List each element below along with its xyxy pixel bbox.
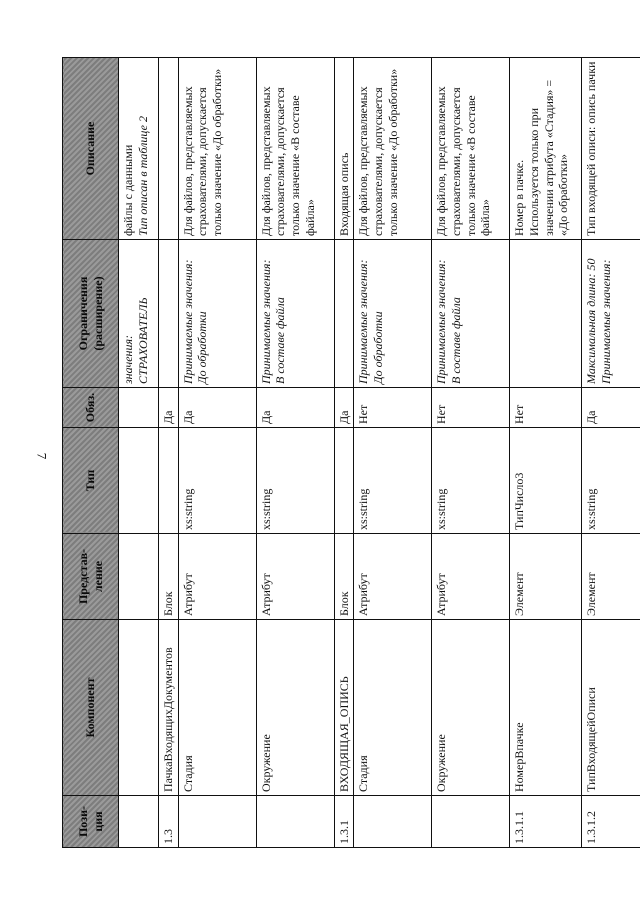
- limits-line: В составе файла: [448, 297, 463, 384]
- limits-line: До обработки: [195, 311, 210, 384]
- cell-position: [178, 796, 256, 848]
- col-header-limits: Ограничения (расширение): [63, 240, 119, 388]
- cell-description: [432, 58, 510, 240]
- table-row: [432, 58, 510, 848]
- cell-representation: Атрибут: [432, 534, 510, 620]
- cell-component: Стадия: [354, 620, 432, 796]
- cell-description: [582, 58, 640, 240]
- cell-description: [354, 58, 432, 240]
- description-line: Тип описан в таблице 2: [135, 116, 150, 236]
- cell-description: [159, 58, 179, 240]
- cell-position: [354, 796, 432, 848]
- cell-description: [334, 58, 354, 240]
- cell-component: ВХОДЯЩАЯ_ОПИСЬ: [334, 620, 354, 796]
- limits-line: Принимаемые значения:: [258, 259, 273, 384]
- cell-type: [119, 428, 159, 534]
- description-line: Тип входящей описи: опись пачки: [584, 61, 599, 236]
- limits-line: До обработки: [370, 311, 385, 384]
- cell-limits: [159, 240, 179, 388]
- cell-type: [159, 428, 179, 534]
- limits-line: СТРАХОВАТЕЛЬ: [135, 297, 150, 384]
- cell-description: [256, 58, 334, 240]
- table-row: [256, 58, 334, 848]
- description-line: Для файлов, представляемых страхователями, допускается только значение «До обработки»: [180, 68, 224, 236]
- table-row: [119, 58, 159, 848]
- col-header-component: Компонент: [63, 620, 119, 796]
- cell-required: Нет: [510, 388, 582, 428]
- cell-required: Да: [582, 388, 640, 428]
- cell-position: [256, 796, 334, 848]
- cell-required: Да: [159, 388, 179, 428]
- page-number: 7: [34, 452, 50, 460]
- description-line: Используется только при значении атрибута «Стадия» = «До обработки»: [526, 79, 571, 236]
- cell-required: Нет: [354, 388, 432, 428]
- description-line: Номер в пачке.: [512, 159, 527, 236]
- cell-required: Нет: [432, 388, 510, 428]
- cell-limits: [510, 240, 582, 388]
- cell-description: [510, 58, 582, 240]
- cell-representation: Атрибут: [354, 534, 432, 620]
- description-line: Для файлов, представляемых страхователями, допускается только значение «До обработки»: [356, 68, 400, 236]
- table-row: [334, 58, 354, 848]
- cell-required: Да: [334, 388, 354, 428]
- cell-limits: [582, 240, 640, 388]
- table-row: [582, 58, 640, 848]
- cell-component: [119, 620, 159, 796]
- table-row: [178, 58, 256, 848]
- cell-position: 1.3.1.2: [582, 796, 640, 848]
- cell-limits: [178, 240, 256, 388]
- limits-line: значения:: [121, 334, 135, 384]
- limits-line: Максимальная длина: 50: [584, 258, 599, 384]
- description-line: Для файлов, представляемых страхователями, допускается только значение «В составе файла»: [434, 86, 493, 236]
- cell-component: Окружение: [432, 620, 510, 796]
- schema-table: [62, 57, 640, 848]
- cell-component: Стадия: [178, 620, 256, 796]
- description-line: Входящая опись: [336, 152, 351, 236]
- cell-position: 1.3.1: [334, 796, 354, 848]
- cell-limits: [256, 240, 334, 388]
- cell-position: [119, 796, 159, 848]
- cell-type: xs:string: [354, 428, 432, 534]
- header-row: [63, 58, 119, 848]
- col-header-representation: Представ-ление: [63, 534, 119, 620]
- rotated-table-wrapper: [62, 58, 612, 848]
- cell-type: xs:string: [256, 428, 334, 534]
- cell-component: НомерВпачке: [510, 620, 582, 796]
- limits-line: В составе файла: [273, 297, 288, 384]
- table-row: [510, 58, 582, 848]
- cell-component: ТипВходящейОписи: [582, 620, 640, 796]
- table-row: [354, 58, 432, 848]
- cell-limits: [334, 240, 354, 388]
- cell-representation: [119, 534, 159, 620]
- cell-limits: [432, 240, 510, 388]
- cell-representation: Атрибут: [256, 534, 334, 620]
- limits-line: Принимаемые значения:: [356, 259, 371, 384]
- col-header-position: Пози-ция: [63, 796, 119, 848]
- cell-type: [334, 428, 354, 534]
- table-row: [159, 58, 179, 848]
- cell-required: [119, 388, 159, 428]
- cell-position: 1.3: [159, 796, 179, 848]
- limits-line: Принимаемые значения:: [434, 259, 449, 384]
- cell-type: xs:string: [178, 428, 256, 534]
- limits-line: Принимаемые значения:: [180, 259, 195, 384]
- cell-type: ТипЧисло3: [510, 428, 582, 534]
- cell-component: Окружение: [256, 620, 334, 796]
- description-line: Для файлов, представляемых страхователями, допускается только значение «В составе файла»: [258, 86, 317, 236]
- limits-line: Принимаемые значения:: [598, 259, 613, 384]
- cell-required: Да: [256, 388, 334, 428]
- cell-required: Да: [178, 388, 256, 428]
- cell-representation: Блок: [159, 534, 179, 620]
- cell-representation: Блок: [334, 534, 354, 620]
- col-header-type: Тип: [63, 428, 119, 534]
- cell-position: 1.3.1.1: [510, 796, 582, 848]
- col-header-required: Обяз.: [63, 388, 119, 428]
- cell-description: [178, 58, 256, 240]
- description-line: файлы с данными: [121, 144, 135, 236]
- cell-representation: Элемент: [510, 534, 582, 620]
- cell-component: ПачкаВходящихДокументов: [159, 620, 179, 796]
- cell-type: xs:string: [582, 428, 640, 534]
- cell-limits: [354, 240, 432, 388]
- cell-type: xs:string: [432, 428, 510, 534]
- col-header-description: Описание: [63, 58, 119, 240]
- cell-representation: Элемент: [582, 534, 640, 620]
- cell-representation: Атрибут: [178, 534, 256, 620]
- cell-description: [119, 58, 159, 240]
- cell-position: [432, 796, 510, 848]
- cell-limits: [119, 240, 159, 388]
